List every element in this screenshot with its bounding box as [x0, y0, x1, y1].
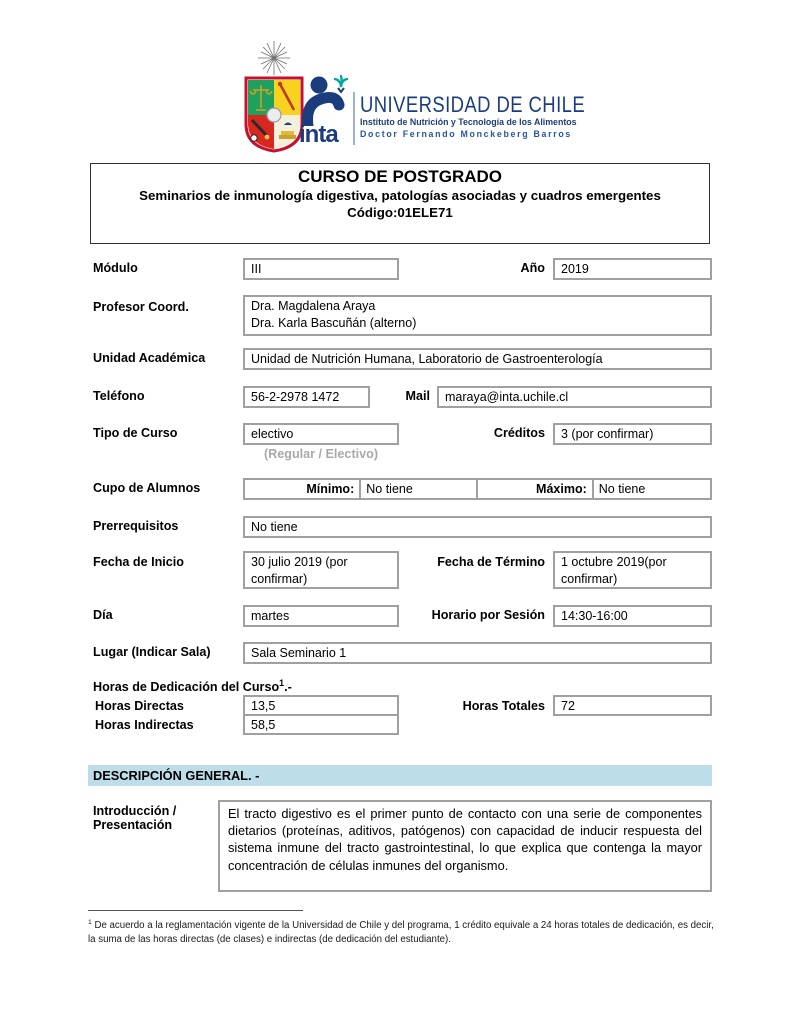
institute-name: Instituto de Nutrición y Tecnología de los Alimentos: [360, 117, 577, 127]
modulo-label: Módulo: [93, 261, 138, 275]
course-code: Código:01ELE71: [347, 205, 453, 220]
university-name: UNIVERSIDAD DE CHILE: [360, 92, 586, 117]
horas-indirectas-label: Horas Indirectas: [95, 718, 194, 732]
modulo-value-box: III: [243, 258, 399, 280]
ano-label: Año: [520, 261, 545, 275]
tipo-curso-hint: (Regular / Electivo): [263, 447, 379, 461]
prerrequisitos-value-box: No tiene: [243, 516, 712, 538]
profesor-label: Profesor Coord.: [93, 300, 189, 314]
unidad-label: Unidad Académica: [93, 351, 206, 365]
horas-totales-value-box: 72: [553, 695, 712, 716]
horas-directas-value-box: 13,5: [243, 695, 399, 716]
lugar-label: Lugar (Indicar Sala): [93, 645, 211, 659]
mail-value-box: maraya@inta.uchile.cl: [437, 386, 712, 408]
fecha-termino-value-box: 1 octubre 2019(por confirmar): [553, 551, 712, 589]
inta-logo-icon: [300, 74, 350, 126]
footnote-text: $^1$ De acuerdo a la reglamentación vigente de la Universidad de Chile y del programa, 1 crédito equivale a 24 horas totales de dedicación, es decir, la suma de las horas directas (de clases) e indirectas (de dedicación del estudiante).: [88, 919, 714, 945]
telefono-label: Teléfono: [93, 389, 145, 403]
dia-label: Día: [93, 608, 113, 622]
course-name-title: Seminarios de inmunología digestiva, patologías asociadas y cuadros emergentes: [139, 188, 661, 203]
introduccion-text-box: El tracto digestivo es el primer punto de contacto con una serie de componentes dietarios (proteínas, aditivos, patógenos) con capacidad de inducir respuesta del sistema inmune del tracto gastrointestinal, lo que explica que contenga la mayor concentración de células inmunes del organismo.: [218, 800, 712, 892]
introduccion-label: Introducción / Presentación: [93, 804, 177, 832]
horas-dedicacion-header: Horas de Dedicación del Curso$^1$.-: [93, 678, 292, 695]
ano-value-box: 2019: [553, 258, 712, 280]
horas-directas-label: Horas Directas: [95, 699, 184, 713]
cupo-max-label: Máximo:: [478, 480, 594, 498]
inta-wordmark: inta: [299, 121, 338, 148]
horas-indirectas-value-box: 58,5: [243, 714, 399, 735]
profesor-value-box: [243, 295, 712, 336]
creditos-value-box: 3 (por confirmar): [553, 423, 712, 445]
course-title-box: [90, 163, 710, 244]
cupo-min-label: Mínimo:: [245, 480, 361, 498]
profesor-line2: Dra. Karla Bascuñán (alterno): [251, 316, 417, 330]
profesor-line1: Dra. Magdalena Araya: [251, 299, 376, 313]
tipo-curso-label: Tipo de Curso: [93, 426, 178, 440]
horario-value-box: 14:30-16:00: [553, 605, 712, 627]
telefono-value-box: 56-2-2978 1472: [243, 386, 370, 408]
cupo-label: Cupo de Alumnos: [93, 481, 201, 495]
course-type-title: CURSO DE POSTGRADO: [297, 167, 503, 186]
cupo-value-box: [243, 478, 712, 500]
unidad-value-box: Unidad de Nutrición Humana, Laboratorio de Gastroenterología: [243, 348, 712, 370]
footnote-separator: [88, 910, 303, 911]
tipo-curso-value-box: electivo: [243, 423, 399, 445]
horas-totales-label: Horas Totales: [462, 699, 545, 713]
prerrequisitos-label: Prerrequisitos: [93, 519, 179, 533]
mail-label: Mail: [405, 389, 430, 403]
fecha-termino-label: Fecha de Término: [437, 555, 545, 569]
logo-divider: [353, 92, 355, 145]
cupo-min-value: No tiene: [361, 480, 477, 498]
institute-founder: Doctor Fernando Monckeberg Barros: [360, 129, 573, 139]
dia-value-box: martes: [243, 605, 399, 627]
lugar-value-box: Sala Seminario 1: [243, 642, 712, 664]
creditos-label: Créditos: [493, 426, 545, 440]
horario-label: Horario por Sesión: [431, 608, 545, 622]
fecha-inicio-value-box: 30 julio 2019 (por confirmar): [243, 551, 399, 589]
cupo-max-value: No tiene: [598, 482, 646, 496]
descripcion-general-header: DESCRIPCIÓN GENERAL. -: [88, 765, 712, 786]
fecha-inicio-label: Fecha de Inicio: [93, 555, 184, 569]
